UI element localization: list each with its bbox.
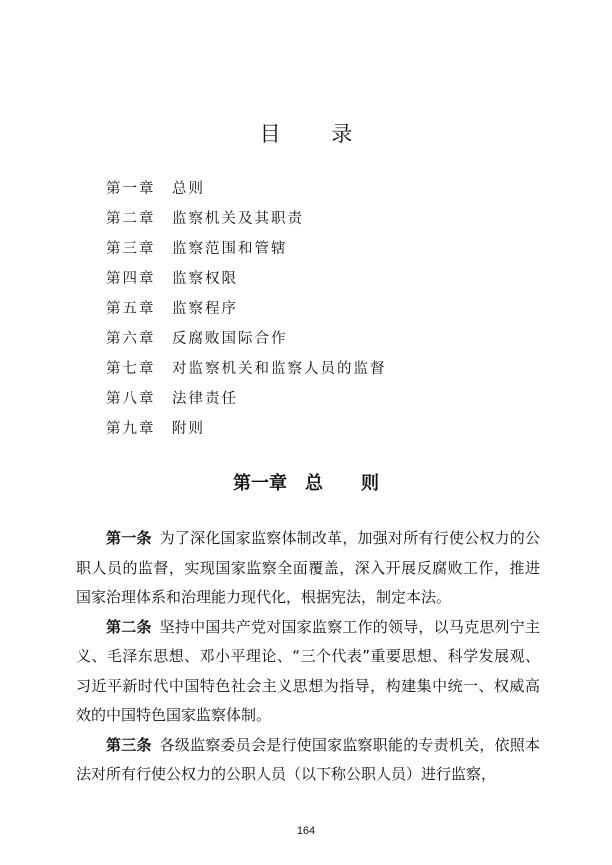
article-paragraph: [76, 731, 540, 790]
toc-chapter-title: 反腐败国际合作: [172, 331, 288, 347]
page-number: 164: [296, 825, 316, 837]
toc-chapter-title: 监察范围和管辖: [172, 241, 288, 257]
article-label: 第三条: [106, 735, 152, 754]
toc-item: [106, 418, 387, 448]
toc-chapter-title: 监察机关及其职责: [172, 211, 304, 227]
article-text: 坚持中国共产党对国家监察工作的领导，以马克思列宁主义、毛泽东思想、邓小平理论、“三个代表”重要思想、科学发展观、习近平新时代中国特色社会主义思想为指导，构建集中统一、权威高效的中国特色国家监察体制。: [76, 617, 540, 724]
chapter-title-part2: 则: [361, 473, 379, 494]
chapter-heading: [0, 469, 612, 495]
toc-chapter-title: 总则: [172, 181, 205, 197]
toc-chapter-number: 第五章: [106, 301, 156, 317]
toc-chapter-number: 第三章: [106, 241, 156, 257]
chapter-number: 第一章: [233, 473, 287, 494]
toc-chapter-title: 监察程序: [172, 301, 238, 317]
toc-chapter-number: 第六章: [106, 331, 156, 347]
toc-item: [106, 328, 387, 358]
toc-chapter-title: 对监察机关和监察人员的监督: [172, 361, 387, 377]
toc-title: 目 录: [259, 122, 375, 146]
toc-item: [106, 388, 387, 418]
toc-item: [106, 298, 387, 328]
toc-chapter-number: 第八章: [106, 391, 156, 407]
article-text: 为了深化国家监察体制改革，加强对所有行使公权力的公职人员的监督，实现国家监察全面覆盖，深入开展反腐败工作，推进国家治理体系和治理能力现代化，根据宪法，制定本法。: [76, 529, 540, 606]
chapter-body: [76, 524, 540, 790]
article-paragraph: [76, 524, 540, 613]
toc-chapter-number: 第九章: [106, 421, 156, 437]
toc-chapter-number: 第二章: [106, 211, 156, 227]
article-label: 第一条: [106, 529, 152, 547]
toc-chapter-number: 第四章: [106, 271, 156, 287]
table-of-contents: [106, 178, 387, 448]
article-label: 第二条: [106, 617, 152, 636]
article-paragraph: [76, 613, 540, 731]
toc-chapter-title: 法律责任: [172, 391, 238, 407]
toc-chapter-title: 监察权限: [172, 271, 238, 287]
toc-item: [106, 178, 387, 208]
chapter-title-part1: 总: [305, 473, 323, 494]
toc-item: [106, 268, 387, 298]
toc-item: [106, 238, 387, 268]
toc-chapter-number: 第一章: [106, 181, 156, 197]
toc-chapter-title: 附则: [172, 421, 205, 437]
toc-item: [106, 358, 387, 388]
toc-item: [106, 208, 387, 238]
toc-chapter-number: 第七章: [106, 361, 156, 377]
article-text: 各级监察委员会是行使国家监察职能的专责机关，依照本法对所有行使公权力的公职人员（以下称公职人员）进行监察，: [76, 735, 540, 783]
